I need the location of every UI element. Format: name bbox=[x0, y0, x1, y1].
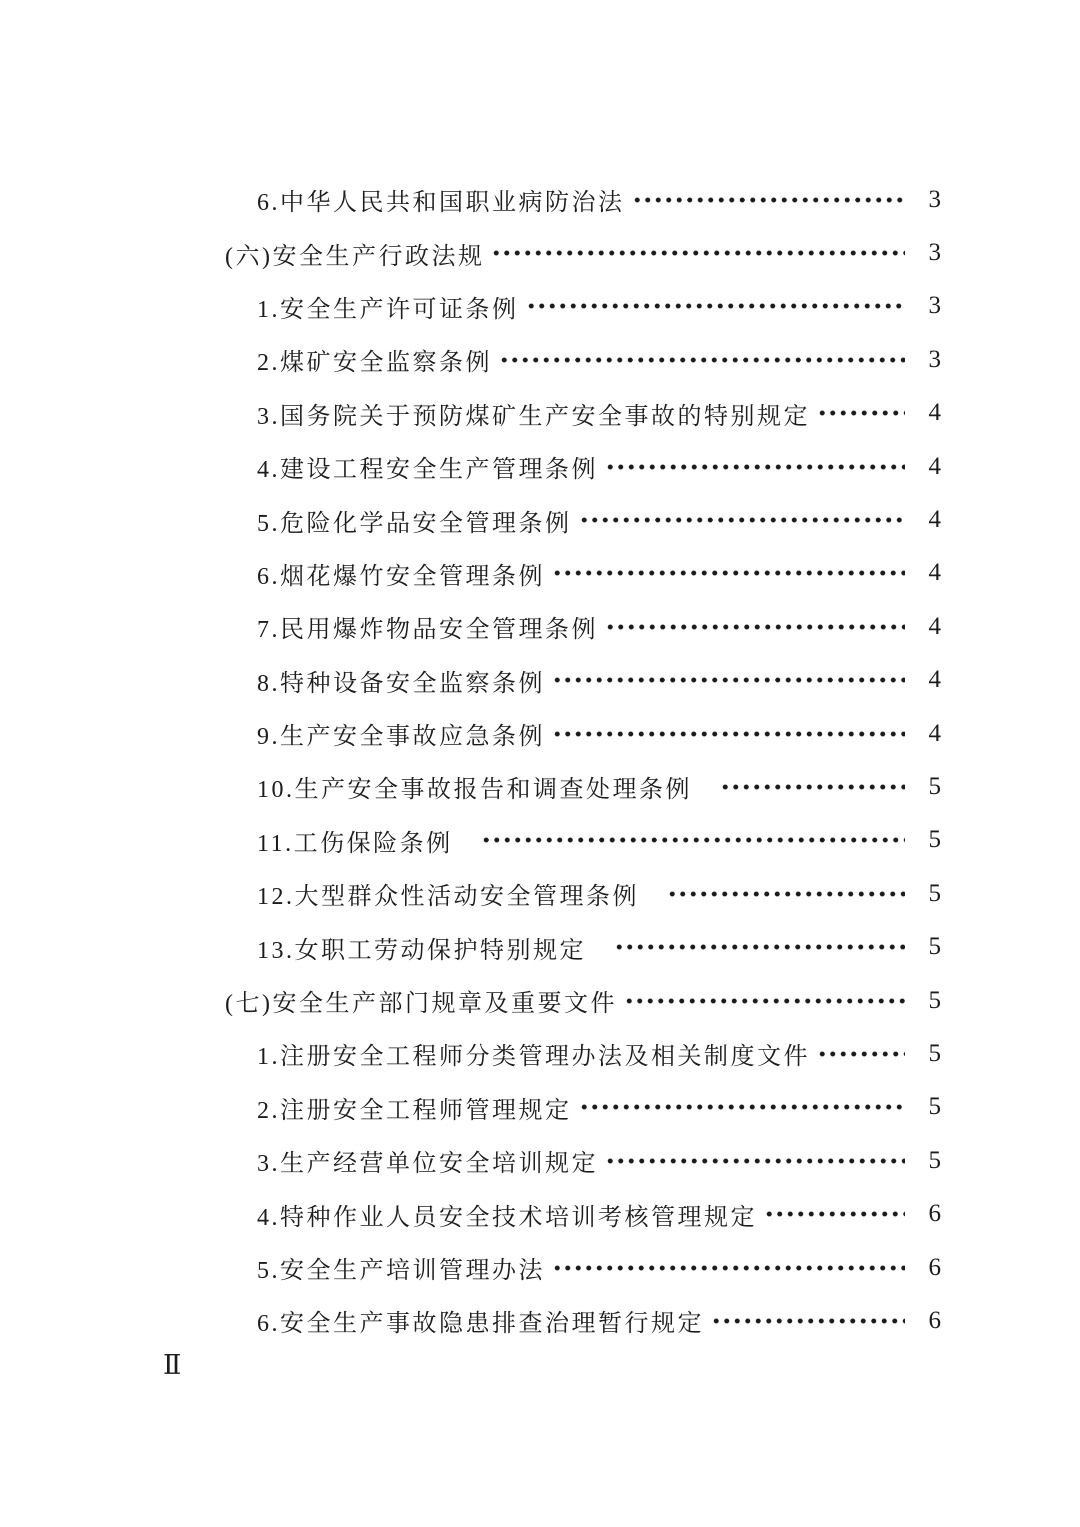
toc-row bbox=[225, 280, 941, 333]
toc-entry-label: 13.女职工劳动保护特别规定 bbox=[257, 937, 586, 964]
toc-entry-label: 7.民用爆炸物品安全管理条例 bbox=[257, 617, 598, 644]
dot-leader bbox=[605, 600, 905, 653]
toc-entry-page: 4 bbox=[928, 666, 941, 694]
dot-leader bbox=[720, 760, 905, 813]
toc-row bbox=[225, 493, 941, 546]
dot-leader bbox=[526, 280, 906, 333]
dot-leader bbox=[552, 1241, 905, 1294]
toc-entry-label: 12.大型群众性活动安全管理条例 bbox=[257, 884, 639, 911]
toc-entry-page: 5 bbox=[928, 1146, 941, 1174]
toc-entry-label: 5.安全生产培训管理办法 bbox=[257, 1258, 545, 1284]
toc-row bbox=[225, 1241, 941, 1294]
toc-entry-page: 3 bbox=[928, 185, 941, 213]
dot-leader bbox=[552, 547, 905, 600]
toc-entry-label: (六)安全生产行政法规 bbox=[225, 243, 485, 270]
toc-row bbox=[225, 867, 941, 920]
toc-entry-page: 4 bbox=[928, 452, 941, 480]
toc-entry-page: 5 bbox=[928, 772, 941, 800]
toc-entry-page: 4 bbox=[928, 719, 941, 747]
toc-entry-label: 6.安全生产事故隐患排查治理暂行规定 bbox=[257, 1311, 704, 1338]
toc-entry-page: 4 bbox=[928, 612, 941, 640]
toc-row bbox=[225, 920, 941, 973]
toc-row bbox=[225, 1081, 941, 1134]
toc-entry-label: 4.特种作业人员安全技术培训考核管理规定 bbox=[257, 1204, 757, 1231]
dot-leader bbox=[632, 173, 906, 226]
dot-leader bbox=[817, 1027, 905, 1080]
toc-entry-label: (七)安全生产部门规章及重要文件 bbox=[225, 991, 617, 1018]
dot-leader bbox=[711, 1294, 905, 1347]
toc-entry-label: 1.安全生产许可证条例 bbox=[257, 296, 519, 323]
toc-entry-label: 1.注册安全工程师分类管理办法及相关制度文件 bbox=[257, 1044, 810, 1071]
toc-row bbox=[225, 1027, 941, 1080]
toc-entry-page: 4 bbox=[928, 399, 941, 427]
toc-entry-page: 5 bbox=[928, 879, 941, 907]
dot-leader bbox=[614, 920, 905, 973]
toc-entry-label: 3.生产经营单位安全培训规定 bbox=[257, 1151, 598, 1178]
toc-row bbox=[225, 333, 941, 386]
dot-leader bbox=[579, 1081, 906, 1134]
toc-entry-page: 5 bbox=[928, 933, 941, 961]
toc-entry-label: 2.注册安全工程师管理规定 bbox=[257, 1097, 572, 1124]
toc-entry-label: 2.煤矿安全监察条例 bbox=[257, 350, 492, 377]
toc-row bbox=[225, 1187, 941, 1240]
dot-leader bbox=[481, 814, 905, 867]
toc-row bbox=[225, 600, 941, 653]
toc-entry-page: 3 bbox=[928, 292, 941, 320]
toc-entry-page: 5 bbox=[928, 1093, 941, 1121]
dot-leader bbox=[624, 974, 905, 1027]
toc-row bbox=[225, 1134, 941, 1187]
toc-entry-label: 4.建设工程安全生产管理条例 bbox=[257, 457, 598, 484]
toc-entry-page: 4 bbox=[928, 506, 941, 534]
dot-leader bbox=[552, 654, 905, 707]
toc-row bbox=[225, 1294, 941, 1347]
toc-entry-page: 5 bbox=[928, 1039, 941, 1067]
toc-entry-page: 4 bbox=[928, 559, 941, 587]
page-number-footer: Ⅱ bbox=[163, 1350, 182, 1380]
toc-entry-label: 8.特种设备安全监察条例 bbox=[257, 670, 545, 697]
toc-row bbox=[225, 387, 941, 440]
toc-entry-label: 11.工伤保险条例 bbox=[257, 830, 453, 857]
toc-entry-label: 10.生产安全事故报告和调查处理条例 bbox=[257, 777, 692, 804]
dot-leader bbox=[764, 1187, 905, 1240]
toc-entry-label: 6.中华人民共和国职业病防治法 bbox=[257, 190, 625, 217]
toc-entry-page: 5 bbox=[928, 826, 941, 854]
toc-row bbox=[225, 440, 941, 493]
toc-row bbox=[225, 226, 941, 279]
toc-entry-label: 5.危险化学品安全管理条例 bbox=[257, 510, 572, 537]
toc-entry-page: 3 bbox=[928, 239, 941, 267]
toc-list bbox=[225, 173, 941, 1348]
toc-row bbox=[225, 173, 941, 226]
dot-leader bbox=[491, 226, 905, 279]
toc-row bbox=[225, 814, 941, 867]
toc-row bbox=[225, 974, 941, 1027]
toc-entry-page: 5 bbox=[928, 986, 941, 1014]
dot-leader bbox=[667, 867, 905, 920]
toc-row bbox=[225, 547, 941, 600]
toc-entry-label: 3.国务院关于预防煤矿生产安全事故的特别规定 bbox=[257, 403, 810, 430]
dot-leader bbox=[552, 707, 905, 760]
toc-entry-page: 6 bbox=[928, 1306, 941, 1334]
toc-row bbox=[225, 707, 941, 760]
dot-leader bbox=[499, 333, 905, 386]
toc-entry-label: 6.烟花爆竹安全管理条例 bbox=[257, 563, 545, 590]
dot-leader bbox=[605, 1134, 905, 1187]
toc-row bbox=[225, 760, 941, 813]
toc-entry-page: 3 bbox=[928, 345, 941, 373]
toc-entry-page: 6 bbox=[928, 1253, 941, 1281]
toc-entry-label: 9.生产安全事故应急条例 bbox=[257, 724, 545, 751]
dot-leader bbox=[817, 387, 905, 440]
toc-row bbox=[225, 654, 941, 707]
dot-leader bbox=[605, 440, 905, 493]
toc-entry-page: 6 bbox=[928, 1200, 941, 1228]
dot-leader bbox=[579, 493, 906, 546]
